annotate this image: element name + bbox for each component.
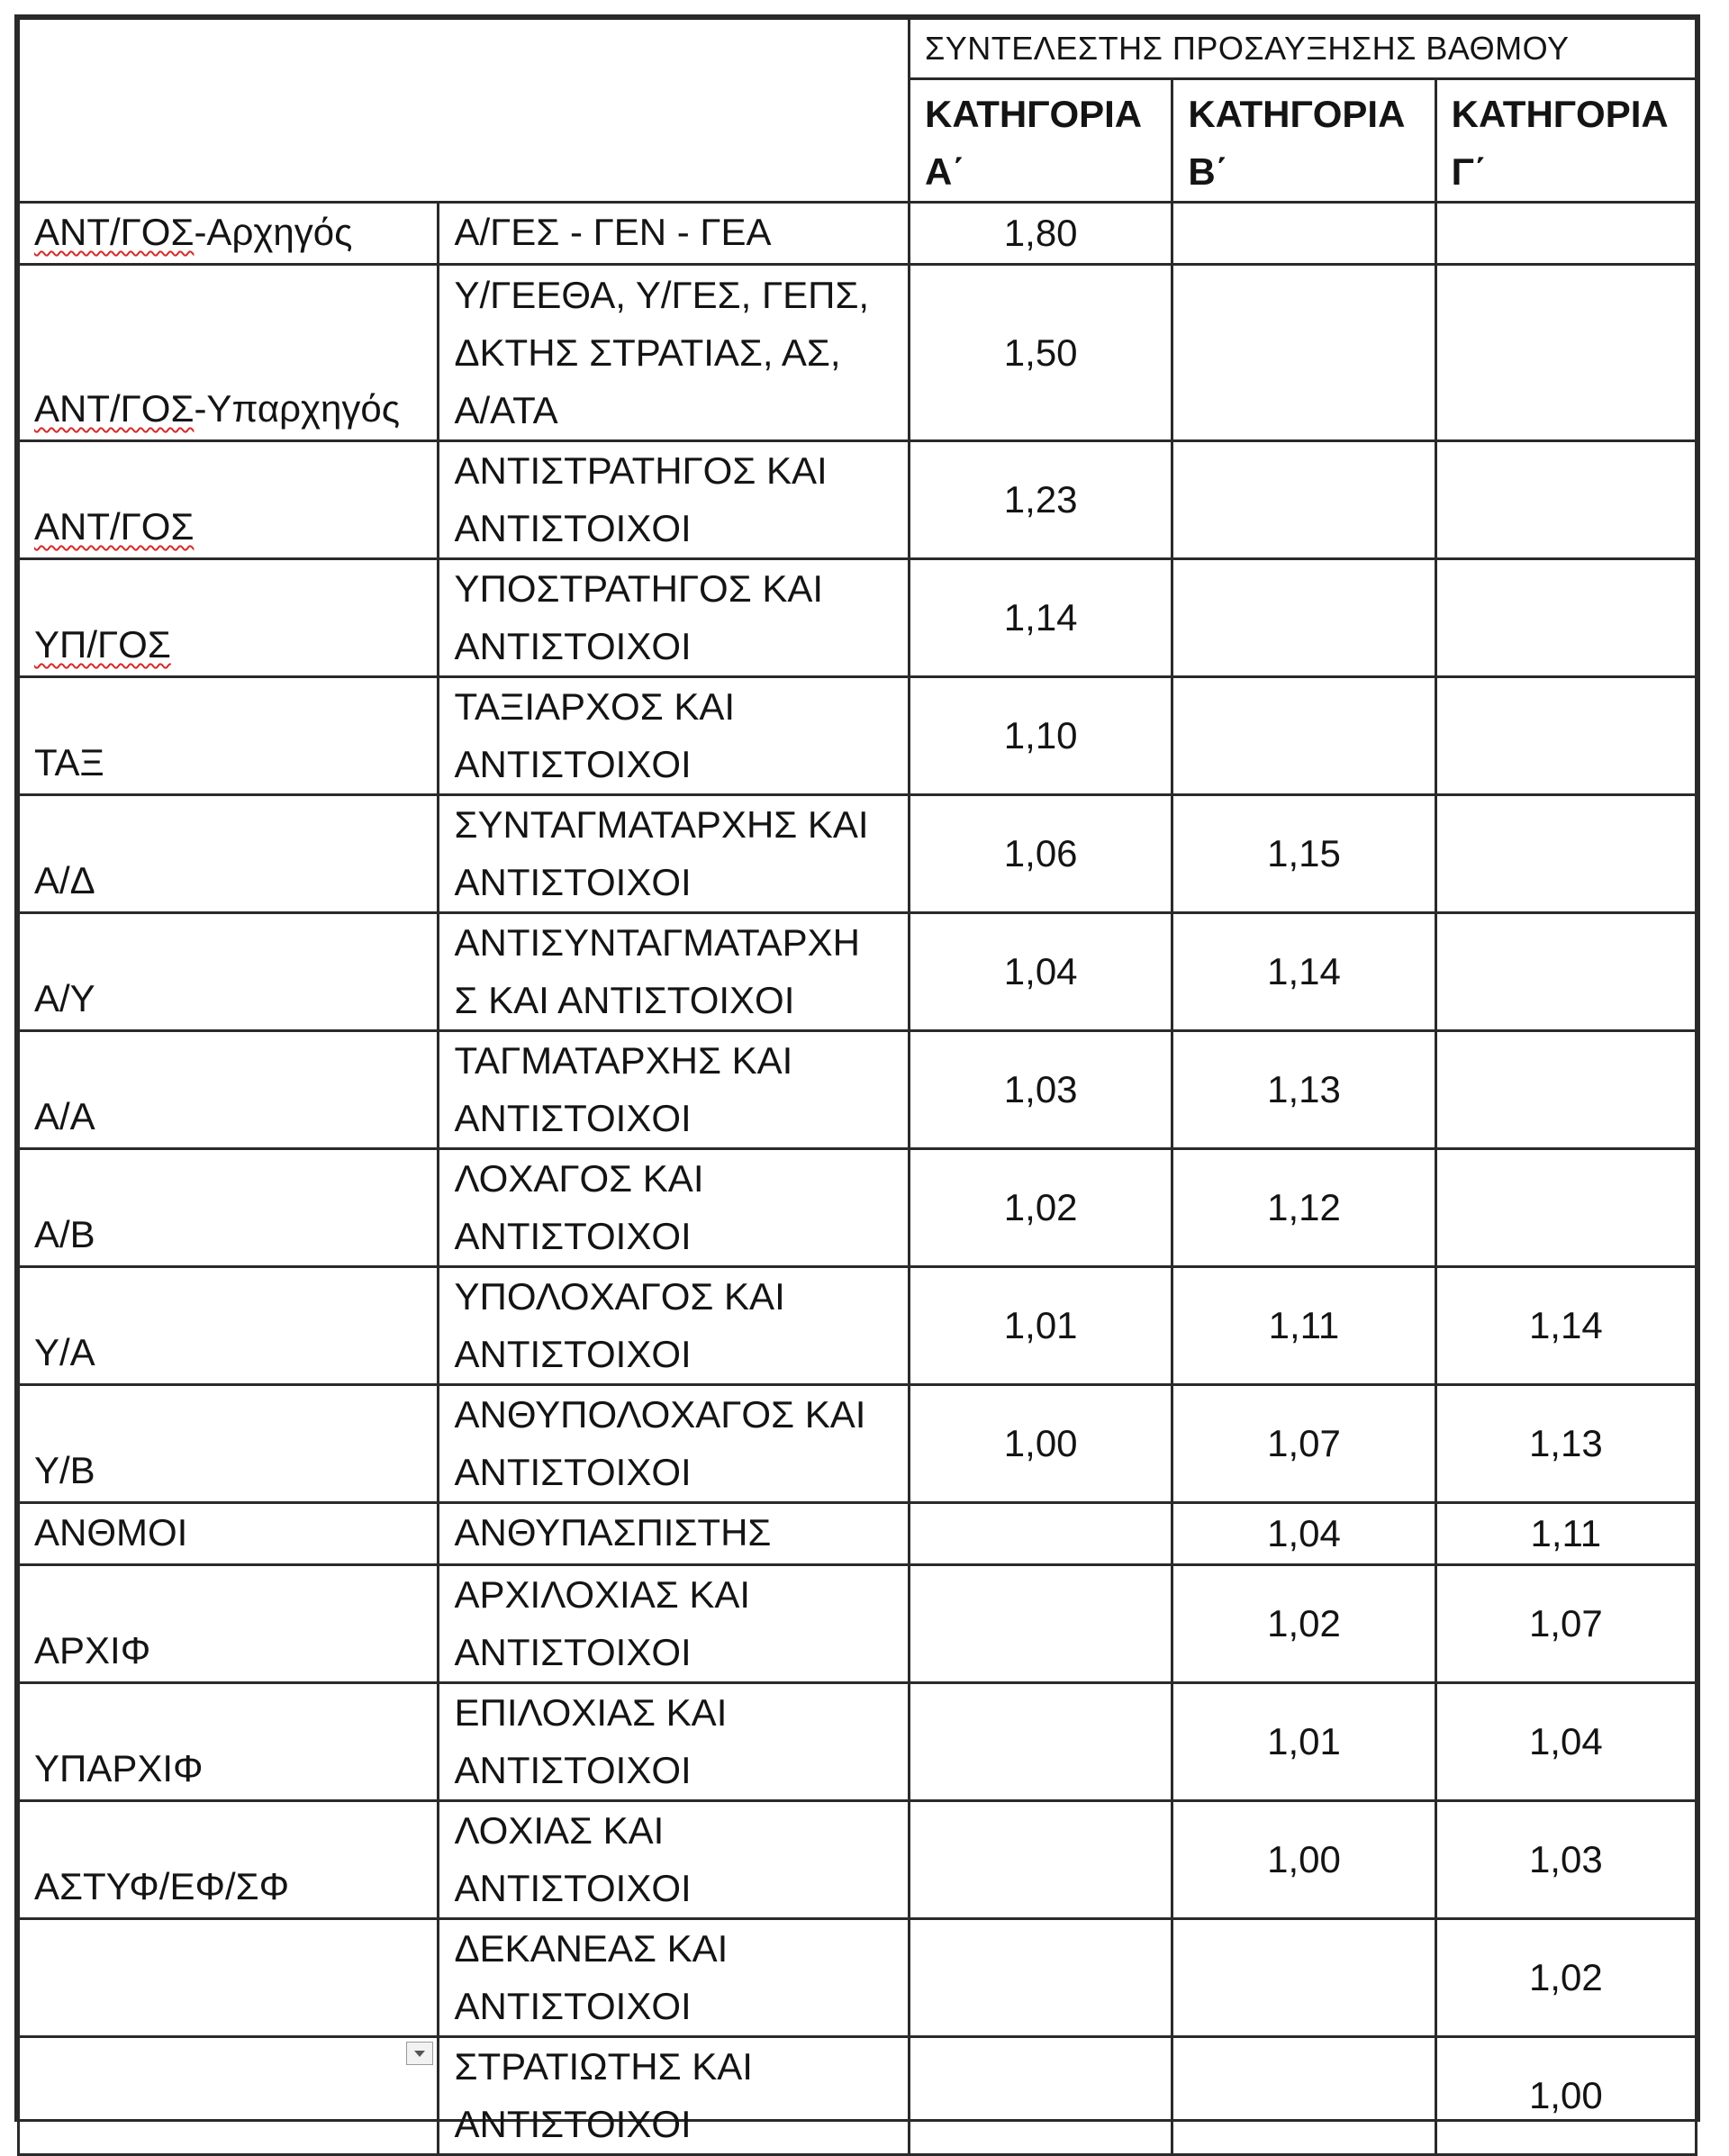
rank-cell	[19, 1267, 439, 1385]
rank-description-cell	[439, 1031, 910, 1149]
coefficient-value: 1,02	[1267, 1602, 1341, 1644]
rank-cell	[19, 1683, 439, 1801]
coefficient-value: 1,14	[1267, 950, 1341, 992]
coefficient-cell-b	[1172, 913, 1435, 1031]
dropdown-arrow-icon[interactable]	[406, 2042, 433, 2065]
rank-cell	[19, 265, 439, 441]
rank-description-cell	[439, 2037, 910, 2155]
description-line: ΑΝΘΥΠΟΛΟΧΑΓΟΣ ΚΑΙ	[454, 1393, 866, 1436]
coefficient-value: 1,11	[1268, 1304, 1340, 1346]
category-b-label: ΚΑΤΗΓΟΡΙΑ	[1188, 93, 1406, 135]
description-line: ΑΝΤΙΣΤΡΑΤΗΓΟΣ ΚΑΙ	[454, 449, 828, 492]
description-line: ΤΑΞΙΑΡΧΟΣ ΚΑΙ	[454, 685, 736, 728]
rank-cell	[19, 2037, 439, 2155]
description-line: ΥΠΟΛΟΧΑΓΟΣ ΚΑΙ	[454, 1275, 785, 1318]
description-line: ΑΡΧΙΛΟΧΙΑΣ ΚΑΙ	[454, 1573, 751, 1616]
rank-cell	[19, 1919, 439, 2037]
coefficient-cell-b	[1172, 1801, 1435, 1919]
coefficient-group-header: ΣΥΝΤΕΛΕΣΤΗΣ ΠΡΟΣΑΥΞΗΣΗΣ ΒΑΘΜΟΥ	[910, 19, 1697, 79]
rank-abbreviation: ΥΠΑΡΧΙΦ	[34, 1747, 204, 1789]
coefficient-value: 1,00	[1267, 1838, 1341, 1880]
coefficient-cell-b	[1172, 795, 1435, 913]
coefficient-cell-b	[1172, 203, 1435, 265]
coefficient-value: 1,13	[1267, 1068, 1341, 1110]
coefficient-value: 1,07	[1528, 1602, 1603, 1644]
coefficient-value: 1,15	[1267, 832, 1341, 874]
rank-description-cell	[439, 1919, 910, 2037]
coefficient-value: 1,10	[1003, 714, 1078, 756]
rank-abbreviation: ΑΣΤΥΦ/ΕΦ/ΣΦ	[34, 1865, 290, 1907]
description-line: Α/ΑΤΑ	[454, 388, 558, 431]
coefficient-value: 1,03	[1528, 1838, 1603, 1880]
description-line: ΑΝΤΙΣΤΟΙΧΟΙ	[454, 1631, 692, 1673]
category-a-header	[910, 79, 1172, 203]
description-line: ΛΟΧΙΑΣ ΚΑΙ	[454, 1809, 665, 1852]
coefficient-cell-a	[910, 203, 1172, 265]
coefficient-value: 1,06	[1003, 832, 1078, 874]
rank-abbreviation: Α/Α	[34, 1095, 95, 1137]
coefficient-value: 1,14	[1003, 596, 1078, 639]
table-row	[19, 2037, 1697, 2155]
coefficient-value: 1,14	[1528, 1304, 1603, 1346]
description-line: ΑΝΤΙΣΤΟΙΧΟΙ	[454, 1985, 692, 2027]
description-line: ΑΝΤΙΣΤΟΙΧΟΙ	[454, 1749, 692, 1791]
coefficient-cell-b	[1172, 1565, 1435, 1683]
coefficient-cell-c	[1435, 1149, 1696, 1267]
rank-description-cell	[439, 1149, 910, 1267]
coefficient-cell-b	[1172, 1385, 1435, 1503]
category-b-letter: Β΄	[1188, 150, 1228, 193]
table-row	[19, 1267, 1697, 1385]
table-row	[19, 1031, 1697, 1149]
coefficient-cell-a	[910, 265, 1172, 441]
coefficient-cell-c	[1435, 441, 1696, 559]
table-row	[19, 1919, 1697, 2037]
coefficient-cell-a	[910, 2037, 1172, 2155]
header-empty-cell	[19, 19, 910, 203]
table-row	[19, 265, 1697, 441]
header-row-1	[19, 19, 1697, 79]
category-c-label: ΚΑΤΗΓΟΡΙΑ	[1451, 93, 1669, 135]
rank-abbreviation: Α/Δ	[34, 859, 95, 901]
table-row	[19, 1149, 1697, 1267]
coefficient-value: 1,50	[1003, 331, 1078, 374]
rank-cell	[19, 1149, 439, 1267]
coefficient-value: 1,11	[1530, 1512, 1602, 1554]
rank-cell	[19, 1565, 439, 1683]
coefficient-value: 1,00	[1528, 2074, 1603, 2116]
coefficient-cell-c	[1435, 559, 1696, 677]
description-line: ΑΝΤΙΣΤΟΙΧΟΙ	[454, 2103, 692, 2145]
description-line: ΑΝΤΙΣΤΟΙΧΟΙ	[454, 1867, 692, 1909]
coefficient-cell-a	[910, 1149, 1172, 1267]
category-a-letter: Α΄	[925, 150, 965, 193]
coefficient-cell-c	[1435, 1031, 1696, 1149]
coefficient-cell-a	[910, 1385, 1172, 1503]
description-line: ΑΝΤΙΣΥΝΤΑΓΜΑΤΑΡΧΗ	[454, 921, 860, 964]
coefficient-cell-b	[1172, 265, 1435, 441]
coefficient-cell-c	[1435, 1385, 1696, 1503]
rank-cell	[19, 559, 439, 677]
coefficient-cell-a	[910, 913, 1172, 1031]
description-line: Σ ΚΑΙ ΑΝΤΙΣΤΟΙΧΟΙ	[454, 979, 795, 1021]
coefficient-cell-c	[1435, 913, 1696, 1031]
table-row	[19, 1801, 1697, 1919]
coefficient-cell-c	[1435, 203, 1696, 265]
coefficient-value: 1,00	[1003, 1422, 1078, 1464]
description-line: ΤΑΓΜΑΤΑΡΧΗΣ ΚΑΙ	[454, 1039, 793, 1082]
description-line: ΥΠΟΣΤΡΑΤΗΓΟΣ ΚΑΙ	[454, 567, 824, 610]
rank-description-cell	[439, 1385, 910, 1503]
description-line: ΕΠΙΛΟΧΙΑΣ ΚΑΙ	[454, 1691, 728, 1734]
coefficient-cell-c	[1435, 1267, 1696, 1385]
coefficient-cell-c	[1435, 1801, 1696, 1919]
description-line: ΑΝΤΙΣΤΟΙΧΟΙ	[454, 625, 692, 667]
category-b-header	[1172, 79, 1435, 203]
coefficient-value: 1,03	[1003, 1068, 1078, 1110]
rank-description-cell	[439, 913, 910, 1031]
rank-description-cell	[439, 677, 910, 795]
rank-abbreviation: ΑΝΤ/ΓΟΣ-Αρχηγός	[34, 211, 353, 253]
rank-description-cell	[439, 559, 910, 677]
rank-cell	[19, 677, 439, 795]
table-row	[19, 677, 1697, 795]
rank-abbreviation: Α/Υ	[34, 977, 95, 1019]
coefficient-value: 1,07	[1267, 1422, 1341, 1464]
rank-cell	[19, 795, 439, 913]
rank-description-cell	[439, 1801, 910, 1919]
coefficient-cell-b	[1172, 1919, 1435, 2037]
coefficient-cell-b	[1172, 1149, 1435, 1267]
coefficient-value: 1,02	[1003, 1186, 1078, 1228]
description-line: ΛΟΧΑΓΟΣ ΚΑΙ	[454, 1157, 704, 1200]
description-line: ΑΝΤΙΣΤΟΙΧΟΙ	[454, 1097, 692, 1139]
rank-cell	[19, 1801, 439, 1919]
rank-description-cell	[439, 795, 910, 913]
rank-abbreviation: ΥΠ/ΓΟΣ	[34, 623, 171, 666]
rank-description-cell	[439, 441, 910, 559]
coefficient-value: 1,13	[1528, 1422, 1603, 1464]
coefficient-cell-b	[1172, 677, 1435, 795]
rank-description-cell	[439, 203, 910, 265]
coefficient-cell-a	[910, 677, 1172, 795]
coefficient-cell-c	[1435, 1503, 1696, 1565]
coefficient-cell-b	[1172, 441, 1435, 559]
rank-description-cell	[439, 1683, 910, 1801]
coefficient-cell-c	[1435, 2037, 1696, 2155]
coefficient-cell-c	[1435, 1919, 1696, 2037]
coefficient-cell-a	[910, 1919, 1172, 2037]
description-line: ΑΝΘΥΠΑΣΠΙΣΤΗΣ	[454, 1511, 772, 1554]
rank-description-cell	[439, 265, 910, 441]
rank-abbreviation: Α/Β	[34, 1213, 95, 1255]
rank-abbreviation: ΑΝΤ/ΓΟΣ-Υπαρχηγός	[34, 387, 400, 430]
table-row	[19, 559, 1697, 677]
table-row	[19, 1683, 1697, 1801]
description-line: ΔΕΚΑΝΕΑΣ ΚΑΙ	[454, 1927, 729, 1970]
description-line: ΑΝΤΙΣΤΟΙΧΟΙ	[454, 743, 692, 785]
coefficient-cell-c	[1435, 265, 1696, 441]
coefficient-value: 1,12	[1267, 1186, 1341, 1228]
rank-abbreviation: ΤΑΞ	[34, 741, 104, 784]
coefficient-value: 1,23	[1003, 478, 1078, 521]
coefficient-cell-b	[1172, 1683, 1435, 1801]
coefficient-value: 1,01	[1003, 1304, 1078, 1346]
table-row	[19, 441, 1697, 559]
description-line: ΑΝΤΙΣΤΟΙΧΟΙ	[454, 1215, 692, 1257]
table-row	[19, 795, 1697, 913]
description-line: ΣΤΡΑΤΙΩΤΗΣ ΚΑΙ	[454, 2045, 753, 2088]
description-line: Α/ΓΕΣ - ΓΕΝ - ΓΕΑ	[454, 211, 772, 253]
rank-abbreviation: ΑΝΤ/ΓΟΣ	[34, 505, 195, 548]
coefficient-cell-c	[1435, 677, 1696, 795]
coefficient-value: 1,80	[1003, 212, 1078, 254]
description-line: ΔΚΤΗΣ ΣΤΡΑΤΙΑΣ, ΑΣ,	[454, 331, 841, 374]
coefficient-value: 1,02	[1528, 1956, 1603, 1998]
coefficient-cell-a	[910, 1565, 1172, 1683]
rank-description-cell	[439, 1267, 910, 1385]
rank-cell	[19, 1031, 439, 1149]
coefficient-cell-b	[1172, 1031, 1435, 1149]
description-line: ΑΝΤΙΣΤΟΙΧΟΙ	[454, 1333, 692, 1375]
coefficient-cell-b	[1172, 1267, 1435, 1385]
table-row	[19, 1503, 1697, 1565]
table-row	[19, 1565, 1697, 1683]
coefficient-cell-c	[1435, 1683, 1696, 1801]
coefficient-value: 1,04	[1003, 950, 1078, 992]
description-line: ΣΥΝΤΑΓΜΑΤΑΡΧΗΣ ΚΑΙ	[454, 803, 869, 846]
rank-cell	[19, 1385, 439, 1503]
coefficient-cell-a	[910, 559, 1172, 677]
rank-abbreviation: ΑΡΧΙΦ	[34, 1629, 151, 1671]
coefficient-cell-c	[1435, 1565, 1696, 1683]
table-row	[19, 913, 1697, 1031]
table-row	[19, 1385, 1697, 1503]
description-line: ΑΝΤΙΣΤΟΙΧΟΙ	[454, 507, 692, 549]
rank-cell	[19, 441, 439, 559]
rank-cell	[19, 913, 439, 1031]
coefficient-cell-b	[1172, 2037, 1435, 2155]
coefficient-cell-a	[910, 441, 1172, 559]
rank-description-cell	[439, 1503, 910, 1565]
coefficient-cell-a	[910, 1031, 1172, 1149]
rank-cell	[19, 203, 439, 265]
coefficient-value: 1,04	[1267, 1512, 1341, 1554]
description-line: ΑΝΤΙΣΤΟΙΧΟΙ	[454, 861, 692, 903]
coefficient-cell-c	[1435, 795, 1696, 913]
coefficient-cell-a	[910, 1267, 1172, 1385]
rank-coefficient-table	[17, 17, 1697, 2156]
category-a-label: ΚΑΤΗΓΟΡΙΑ	[925, 93, 1143, 135]
category-c-letter: Γ΄	[1451, 150, 1487, 193]
coefficient-value: 1,01	[1267, 1720, 1341, 1762]
description-line: ΑΝΤΙΣΤΟΙΧΟΙ	[454, 1451, 692, 1493]
rank-abbreviation: ΑΝΘΜΟΙ	[34, 1511, 188, 1554]
rank-abbreviation: Υ/Α	[34, 1331, 95, 1373]
coefficient-cell-a	[910, 1503, 1172, 1565]
rank-cell	[19, 1503, 439, 1565]
rank-description-cell	[439, 1565, 910, 1683]
coefficient-cell-a	[910, 1683, 1172, 1801]
coefficient-cell-b	[1172, 559, 1435, 677]
description-line: Υ/ΓΕΕΘΑ, Υ/ΓΕΣ, ΓΕΠΣ,	[454, 273, 870, 316]
category-c-header	[1435, 79, 1696, 203]
coefficient-cell-a	[910, 1801, 1172, 1919]
coefficient-cell-b	[1172, 1503, 1435, 1565]
document-table-frame	[14, 14, 1700, 2145]
coefficient-cell-a	[910, 795, 1172, 913]
rank-abbreviation: Υ/Β	[34, 1449, 95, 1491]
table-row	[19, 203, 1697, 265]
coefficient-value: 1,04	[1528, 1720, 1603, 1762]
